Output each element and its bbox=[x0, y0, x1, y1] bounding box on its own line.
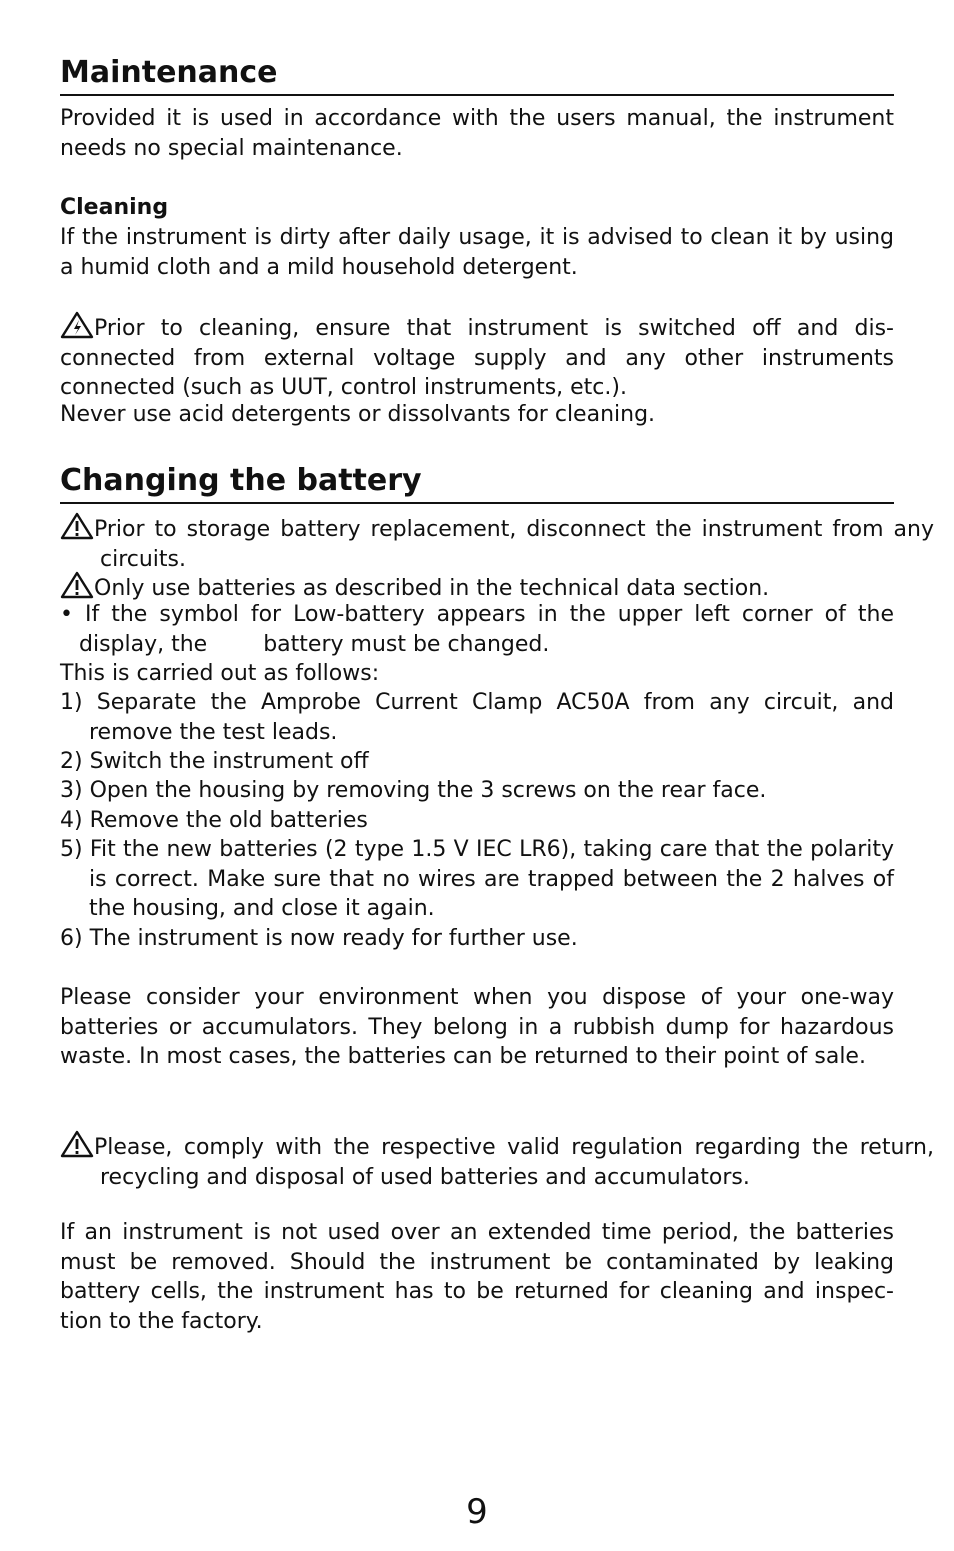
step-item: 6) The instrument is now ready for further use. bbox=[60, 926, 578, 951]
battery-warning-3 bbox=[60, 1130, 934, 1192]
step-item: 5) Fit the new batteries (2 type 1.5 V IEC LR6), taking care that the polarity is correct. Make sure that no wires are trapped between the 2 halves of the housing, and close it again. bbox=[60, 837, 894, 922]
maintenance-heading: Maintenance bbox=[60, 54, 894, 96]
cleaning-heading: Cleaning bbox=[60, 195, 169, 220]
warning-triangle-icon bbox=[60, 311, 94, 339]
warning-triangle-icon bbox=[60, 512, 94, 540]
battery-warning-2-text: Only use batteries as described in the technical data section. bbox=[94, 576, 770, 601]
cleaning-warning-text: Prior to cleaning, ensure that instrument is switched off and dis-connected from external voltage supply and any other instruments connected (such as UUT, control instruments, etc.). bbox=[60, 316, 894, 401]
carried-out-text: This is carried out as follows: bbox=[60, 661, 380, 686]
step-item: 2) Switch the instrument off bbox=[60, 749, 369, 774]
low-battery-bullet-text-1: • If the symbol for Low-battery appears in the upper left corner of the display, the bbox=[60, 602, 894, 657]
warning-triangle-icon bbox=[60, 1130, 94, 1158]
step-item: 3) Open the housing by removing the 3 screws on the rear face. bbox=[60, 778, 767, 803]
step-item: 4) Remove the old batteries bbox=[60, 808, 368, 833]
page-number: 9 bbox=[466, 1492, 488, 1532]
battery-warning-1-text: Prior to storage battery replacement, disconnect the instrument from any circuits. bbox=[94, 517, 934, 572]
battery-warning-3-text: Please, comply with the respective valid regulation regarding the return, recycling and disposal of used batteries and accumulators. bbox=[94, 1135, 934, 1190]
cleaning-text: If the instrument is dirty after daily usage, it is advised to clean it by using a humid cloth and a mild household detergent. bbox=[60, 225, 894, 280]
low-battery-bullet-text-2: battery must be changed. bbox=[263, 631, 550, 657]
never-text: Never use acid detergents or dissolvants for cleaning. bbox=[60, 402, 656, 427]
extended-period-text: If an instrument is not used over an extended time period, the batteries must be removed. Should the instrument be contaminated by leaking battery cells, the instrument has to be returned for cleaning and inspec-tion to the factory. bbox=[60, 1220, 894, 1334]
warning-triangle-icon bbox=[60, 571, 94, 599]
step-item: 1) Separate the Amprobe Current Clamp AC50A from any circuit, and remove the test leads. bbox=[60, 690, 894, 745]
maintenance-intro: Provided it is used in accordance with the users manual, the instrument needs no special maintenance. bbox=[60, 106, 894, 161]
battery-warning-2 bbox=[60, 571, 934, 604]
low-battery-bullet bbox=[60, 600, 894, 659]
battery-warning-1 bbox=[60, 512, 934, 574]
battery-heading: Changing the battery bbox=[60, 462, 894, 504]
environment-text: Please consider your environment when you dispose of your one-way batteries or accumulators. They belong in a rubbish dump for hazardous waste. In most cases, the batteries can be returned to their point of sale. bbox=[60, 985, 894, 1070]
cleaning-warning bbox=[60, 311, 894, 403]
